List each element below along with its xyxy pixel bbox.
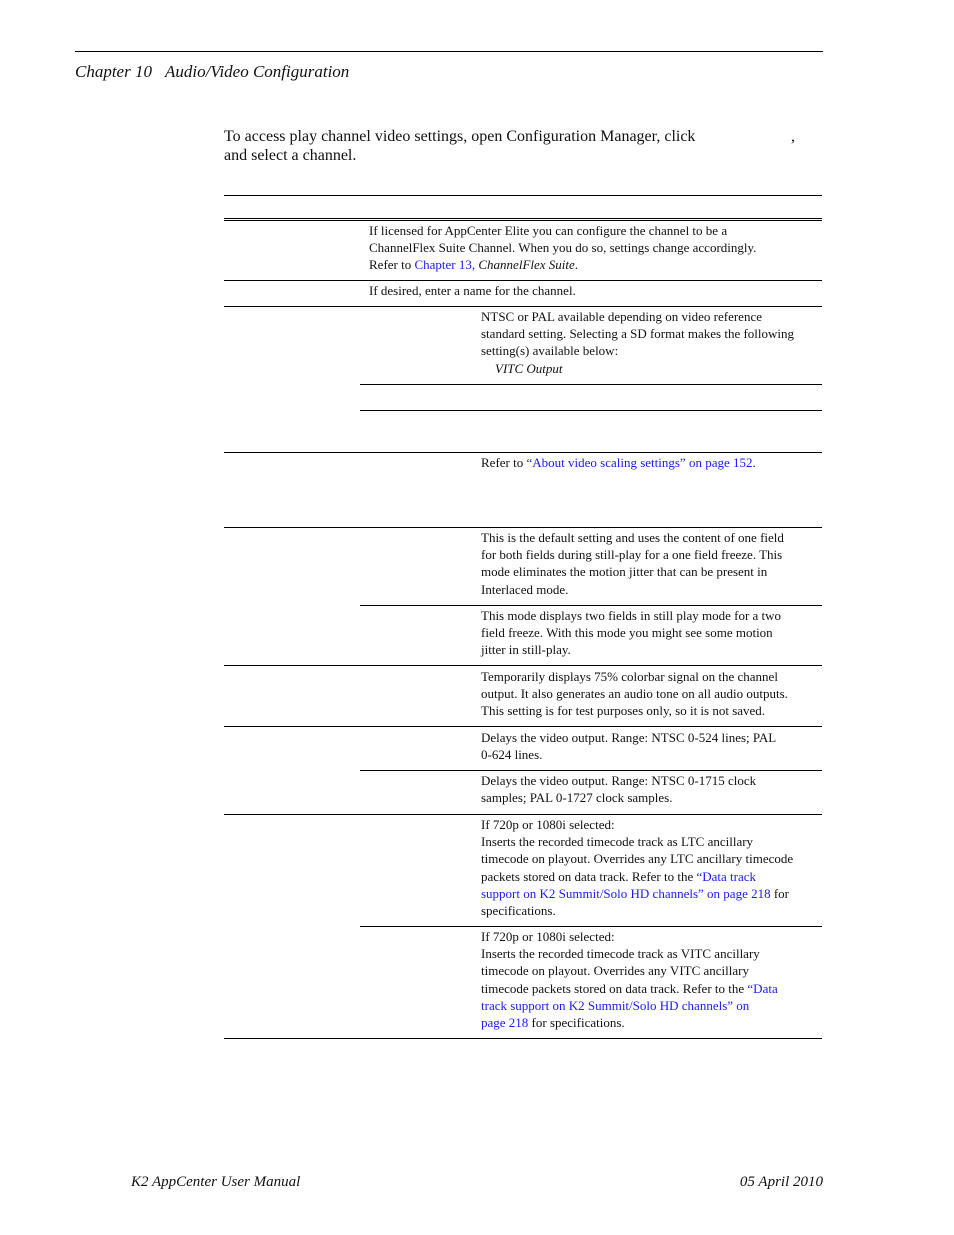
data-track-link-vitc-cont[interactable]: track support on K2 Summit/Solo HD channels” on (481, 997, 750, 1013)
row-delay-lines-description: Delays the video output. Range: NTSC 0-524 lines; PAL 0-624 lines. (481, 730, 777, 763)
video-scaling-link[interactable]: “About video scaling settings” on page 152 (526, 455, 753, 470)
chapter-number: Chapter 10 (75, 62, 152, 81)
row-format-description: NTSC or PAL available depending on video reference standard setting. Selecting a SD format makes the following setting(s) available below: VITC Output (481, 308, 821, 377)
row-subdivider (360, 926, 822, 927)
intro-line-1: To access play channel video settings, open Configuration Manager, click (224, 128, 696, 145)
data-track-link-ltc[interactable]: “Data track (696, 868, 757, 884)
row-subdivider (360, 605, 822, 606)
row-vitc-description: If 720p or 1080i selected: Inserts the recorded timecode track as VITC ancillary timecode on playout. Overrides any VITC ancillary timecode packets stored on data track. Refer to the “Data track support on K2 Summit/Solo HD channels” on page 218 for specifications. (481, 929, 778, 1031)
intro-paragraph (224, 127, 824, 165)
data-track-link-ltc-cont[interactable]: support on K2 Summit/Solo HD channels” on page 218 (481, 885, 771, 901)
table-header-top-rule (224, 195, 822, 196)
header-rule (75, 51, 823, 52)
vitc-output-setting: VITC Output (495, 360, 563, 376)
chapter-13-link[interactable]: Chapter 13, (414, 257, 479, 273)
row-divider (224, 452, 822, 453)
row-divider (224, 306, 822, 307)
row-subdivider (360, 410, 822, 411)
row-divider (224, 726, 822, 727)
intro-comma: , (791, 128, 795, 145)
row-subdivider (360, 770, 822, 771)
row-colorbars-description: Temporarily displays 75% colorbar signal on the channel output. It also generates an audio tone on all audio outputs. This setting is for test purposes only, so it is not saved. (481, 669, 788, 719)
row-name-description: If desired, enter a name for the channel. (369, 283, 576, 298)
row-delay-samples-description: Delays the video output. Range: NTSC 0-1715 clock samples; PAL 0-1727 clock samples. (481, 773, 757, 806)
footer-date: 05 April 2010 (739, 1174, 823, 1190)
row-channelflex-description: If licensed for AppCenter Elite you can configure the channel to be a ChannelFlex Suite Channel. When you do so, settings change accordingly. Refer to Chapter 13, ChannelFlex Suite. (369, 223, 757, 273)
table-header-rule-2 (224, 220, 822, 221)
page-218-link[interactable]: page 218 (481, 1015, 529, 1031)
row-scaling-description: Refer to “About video scaling settings” on page 152. (481, 455, 756, 470)
row-subdivider (360, 384, 822, 385)
intro-line-2: and select a channel. (224, 147, 357, 164)
row-divider (224, 280, 822, 281)
table-bottom-rule (224, 1038, 822, 1039)
row-ltc-description: If 720p or 1080i selected: Inserts the recorded timecode track as LTC ancillary timecode on playout. Overrides any LTC ancillary timecode packets stored on data track. Refer to the “Data track support on K2 Summit/Solo HD channels” on page 218 for specifications. (481, 817, 794, 919)
row-divider (224, 527, 822, 528)
footer-manual-title: K2 AppCenter User Manual (131, 1174, 301, 1190)
row-still-one-field-description: This is the default setting and uses the content of one field for both fields during still-play for a one field freeze. This mode eliminates the motion jitter that can be present in Interlaced mode. (481, 530, 784, 597)
table-header-rule-1 (224, 218, 822, 219)
data-track-link-vitc[interactable]: “Data (747, 980, 778, 996)
row-divider (224, 665, 822, 666)
chapter-header (75, 62, 349, 82)
row-still-two-field-description: This mode displays two fields in still play mode for a two field freeze. With this mode you might see some motion jitter in still-play. (481, 608, 782, 658)
chapter-title: Audio/Video Configuration (164, 62, 350, 81)
row-divider (224, 814, 822, 815)
